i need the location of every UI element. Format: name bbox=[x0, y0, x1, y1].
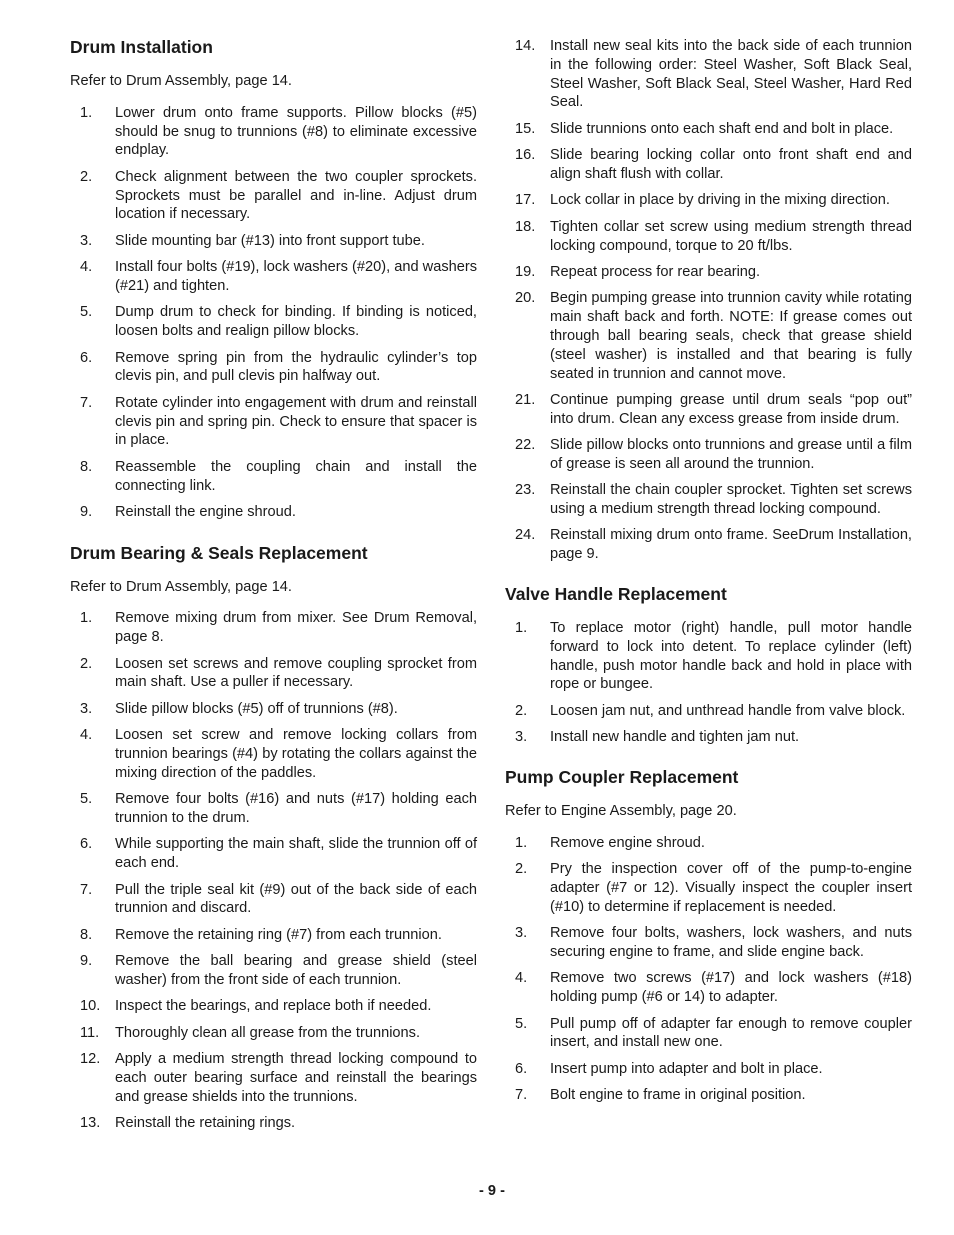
step-number: 2. bbox=[515, 702, 528, 719]
list-item bbox=[70, 835, 477, 873]
step-number: 23. bbox=[515, 482, 536, 499]
step-text: Loosen set screws and remove coupling sprocket from main shaft. Use a puller if necessary. bbox=[115, 655, 477, 691]
step-text: Bolt engine to frame in original position. bbox=[550, 1087, 806, 1104]
list-item bbox=[70, 104, 477, 160]
list-item bbox=[70, 952, 477, 990]
step-number: 14. bbox=[515, 38, 536, 54]
refer-text: Refer to Drum Assembly, page 14. bbox=[70, 73, 292, 89]
step-text: Install new seal kits into the back side of each trunnion in the following order: Steel Washer, Soft Black Seal, Steel Washer, Soft Black Seal, Steel Washer, Hard Red Seal. bbox=[550, 38, 912, 111]
step-number: 7. bbox=[80, 881, 93, 898]
step-number: 2. bbox=[80, 168, 93, 185]
step-text: Remove the retaining ring (#7) from each trunnion. bbox=[115, 926, 442, 943]
step-number: 10. bbox=[80, 998, 101, 1015]
list-item bbox=[505, 120, 912, 139]
list-item bbox=[70, 349, 477, 387]
step-number: 7. bbox=[515, 1087, 528, 1104]
step-number: 18. bbox=[515, 218, 536, 235]
list-item bbox=[70, 609, 477, 647]
step-text: Remove four bolts, washers, lock washers, and nuts securing engine to frame, and slide engine back. bbox=[550, 925, 912, 960]
step-text: Remove four bolts (#16) and nuts (#17) holding each trunnion to the drum. bbox=[115, 791, 477, 827]
list-item bbox=[505, 619, 912, 694]
list-item bbox=[505, 969, 912, 1007]
list-item bbox=[505, 924, 912, 962]
step-number: 3. bbox=[80, 232, 93, 249]
step-text: Remove spring pin from the hydraulic cylinder’s top clevis pin, and pull clevis pin halfway out. bbox=[115, 349, 477, 385]
step-text: Pry the inspection cover off of the pump-to-engine adapter (#7 or 12). Visually inspect the coupler insert (#10) to determine if replacement is needed. bbox=[550, 861, 912, 915]
step-text: Apply a medium strength thread locking compound to each outer bearing surface and reinstall the bearings and grease shields into the trunnions. bbox=[115, 1051, 477, 1105]
list-item bbox=[505, 391, 912, 429]
list-item bbox=[70, 1024, 477, 1043]
step-text: Slide bearing locking collar onto front shaft end and align shaft flush with collar. bbox=[550, 147, 912, 182]
step-text: Tighten collar set screw using medium strength thread locking compound, torque to 20 ft/lbs. bbox=[550, 218, 912, 254]
list-item bbox=[70, 1114, 477, 1133]
list-item bbox=[70, 258, 477, 296]
section-title: Drum Installation bbox=[70, 37, 213, 57]
step-number: 15. bbox=[515, 120, 536, 137]
step-number: 4. bbox=[80, 259, 93, 276]
step-text: Remove two screws (#17) and lock washers (#18) holding pump (#6 or 14) to adapter. bbox=[550, 970, 912, 1006]
step-number: 1. bbox=[515, 620, 528, 637]
step-number: 6. bbox=[80, 836, 93, 853]
list-item bbox=[70, 1050, 477, 1106]
step-number: 11. bbox=[80, 1024, 100, 1041]
step-text: Continue pumping grease until drum seals “pop out” into drum. Clean any excess grease from inside drum. bbox=[550, 391, 912, 427]
list-item bbox=[505, 728, 912, 747]
list-item bbox=[505, 481, 912, 519]
section-title: Valve Handle Replacement bbox=[505, 584, 727, 605]
step-text: Pull the triple seal kit (#9) out of the back side of each trunnion and discard. bbox=[115, 881, 477, 917]
list-item bbox=[70, 700, 477, 719]
steps-list bbox=[505, 834, 912, 1105]
step-text: Check alignment between the two coupler sprockets. Sprockets must be parallel and in-line. Adjust drum location if necessary. bbox=[115, 168, 477, 223]
step-text: Remove the ball bearing and grease shield (steel washer) from the front side of each trunnion. bbox=[115, 953, 477, 988]
step-text: Slide pillow blocks onto trunnions and grease until a film of grease is seen all around the trunnion. bbox=[550, 437, 912, 472]
section-drum-bearing-continued bbox=[505, 37, 912, 564]
step-number: 7. bbox=[80, 394, 93, 411]
step-text: Repeat process for rear bearing. bbox=[550, 263, 761, 280]
step-number: 19. bbox=[515, 263, 536, 280]
step-number: 3. bbox=[80, 700, 93, 717]
page-number: - 9 - bbox=[479, 1183, 505, 1199]
list-item bbox=[505, 263, 912, 282]
step-number: 1. bbox=[80, 104, 93, 121]
step-text: Reinstall the retaining rings. bbox=[115, 1115, 296, 1132]
list-item bbox=[70, 790, 477, 828]
section-drum-bearing bbox=[70, 542, 477, 1133]
step-text: Reinstall the chain coupler sprocket. Tighten set screws using a medium strength thread locking compound. bbox=[550, 482, 912, 518]
step-number: 5. bbox=[515, 1015, 528, 1032]
list-item bbox=[505, 436, 912, 474]
list-item bbox=[70, 997, 477, 1016]
section-title: Drum Bearing & Seals Replacement bbox=[70, 542, 368, 563]
step-text: Rotate cylinder into engagement with drum and reinstall clevis pin and spring pin. Check to ensure that spacer is in place. bbox=[115, 394, 477, 449]
step-text: Reassemble the coupling chain and install the connecting link. bbox=[115, 458, 477, 494]
right-column bbox=[505, 37, 912, 1113]
step-text: Loosen set screw and remove locking collars from trunnion bearings (#4) by rotating the collars against the mixing direction of the paddles. bbox=[115, 727, 477, 781]
list-item bbox=[70, 303, 477, 341]
list-item bbox=[70, 881, 477, 919]
list-item bbox=[70, 168, 477, 224]
step-text: Loosen jam nut, and unthread handle from valve block. bbox=[550, 702, 906, 719]
step-number: 5. bbox=[80, 304, 93, 321]
step-number: 8. bbox=[80, 458, 93, 475]
steps-list bbox=[70, 609, 477, 1132]
section-title: Pump Coupler Replacement bbox=[505, 767, 739, 788]
step-text: Install new handle and tighten jam nut. bbox=[550, 729, 800, 746]
list-item bbox=[505, 702, 912, 721]
step-text: Thoroughly clean all grease from the trunnions. bbox=[115, 1024, 421, 1041]
list-item bbox=[505, 1086, 912, 1105]
step-text: Slide trunnions onto each shaft end and bolt in place. bbox=[550, 120, 894, 137]
refer-text: Refer to Drum Assembly, page 14. bbox=[70, 578, 292, 595]
list-item bbox=[70, 458, 477, 496]
step-text: Slide mounting bar (#13) into front support tube. bbox=[115, 232, 425, 249]
list-item bbox=[505, 218, 912, 256]
step-number: 4. bbox=[80, 727, 93, 744]
list-item bbox=[70, 232, 477, 251]
step-number: 12. bbox=[80, 1051, 101, 1068]
step-text: Remove mixing drum from mixer. See Drum Removal, page 8. bbox=[115, 610, 477, 646]
list-item bbox=[505, 860, 912, 916]
list-item bbox=[70, 655, 477, 693]
step-text: Dump drum to check for binding. If binding is noticed, loosen bolts and realign pillow blocks. bbox=[115, 304, 477, 340]
step-number: 17. bbox=[515, 192, 536, 209]
step-text: Install four bolts (#19), lock washers (#20), and washers (#21) and tighten. bbox=[115, 259, 477, 294]
left-column bbox=[70, 36, 477, 1141]
step-number: 22. bbox=[515, 437, 536, 454]
step-number: 9. bbox=[80, 503, 93, 520]
list-item bbox=[505, 1060, 912, 1079]
list-item bbox=[70, 726, 477, 782]
list-item bbox=[505, 526, 912, 564]
step-number: 20. bbox=[515, 290, 536, 307]
refer-text: Refer to Engine Assembly, page 20. bbox=[505, 803, 737, 820]
list-item bbox=[505, 37, 912, 112]
step-text: Lower drum onto frame supports. Pillow blocks (#5) should be snug to trunnions (#8) to eliminate excessive endplay. bbox=[115, 104, 477, 159]
step-text: Begin pumping grease into trunnion cavity while rotating main shaft back and forth. NOTE: If grease comes out through ball bearing seals, check that grease shield (steel washer) is installed and that bearing is fully seated in trunnion and cannot move. bbox=[550, 290, 912, 382]
step-text: While supporting the main shaft, slide the trunnion off of each end. bbox=[115, 836, 477, 872]
list-item bbox=[70, 394, 477, 450]
step-text: Reinstall the engine shroud. bbox=[115, 503, 296, 520]
step-number: 3. bbox=[515, 729, 528, 746]
step-text: Pull pump off of adapter far enough to remove coupler insert, and install new one. bbox=[550, 1015, 912, 1051]
section-valve-handle bbox=[505, 583, 912, 747]
step-text: To replace motor (right) handle, pull motor handle forward to lock into detent. To replace cylinder (left) handle, push motor handle back and hold in place with rope or bungee. bbox=[550, 620, 912, 693]
list-item bbox=[70, 926, 477, 945]
steps-list bbox=[505, 619, 912, 747]
step-number: 4. bbox=[515, 970, 528, 987]
step-number: 21. bbox=[515, 391, 536, 408]
section-pump-coupler bbox=[505, 766, 912, 1105]
step-number: 2. bbox=[515, 861, 528, 878]
step-number: 16. bbox=[515, 147, 536, 164]
step-text: Reinstall mixing drum onto frame. SeeDrum Installation, page 9. bbox=[550, 527, 912, 563]
list-item bbox=[505, 146, 912, 184]
list-item bbox=[70, 503, 477, 522]
step-number: 9. bbox=[80, 953, 93, 970]
step-number: 5. bbox=[80, 791, 93, 808]
steps-list bbox=[505, 37, 912, 564]
section-drum-installation bbox=[70, 36, 477, 522]
step-text: Remove engine shroud. bbox=[550, 834, 705, 851]
step-number: 24. bbox=[515, 527, 536, 544]
step-text: Inspect the bearings, and replace both if needed. bbox=[115, 998, 432, 1015]
steps-list bbox=[70, 104, 477, 522]
step-number: 8. bbox=[80, 926, 93, 943]
step-number: 6. bbox=[80, 349, 93, 366]
list-item bbox=[505, 289, 912, 383]
step-number: 6. bbox=[515, 1060, 528, 1077]
step-number: 1. bbox=[515, 834, 528, 851]
step-number: 2. bbox=[80, 655, 93, 672]
step-number: 3. bbox=[515, 925, 528, 942]
list-item bbox=[505, 1015, 912, 1053]
step-text: Slide pillow blocks (#5) off of trunnions (#8). bbox=[115, 700, 398, 717]
list-item bbox=[505, 834, 912, 853]
step-number: 1. bbox=[80, 610, 93, 627]
step-text: Lock collar in place by driving in the mixing direction. bbox=[550, 192, 890, 209]
list-item bbox=[505, 191, 912, 210]
step-number: 13. bbox=[80, 1115, 101, 1132]
step-text: Insert pump into adapter and bolt in place. bbox=[550, 1060, 823, 1077]
